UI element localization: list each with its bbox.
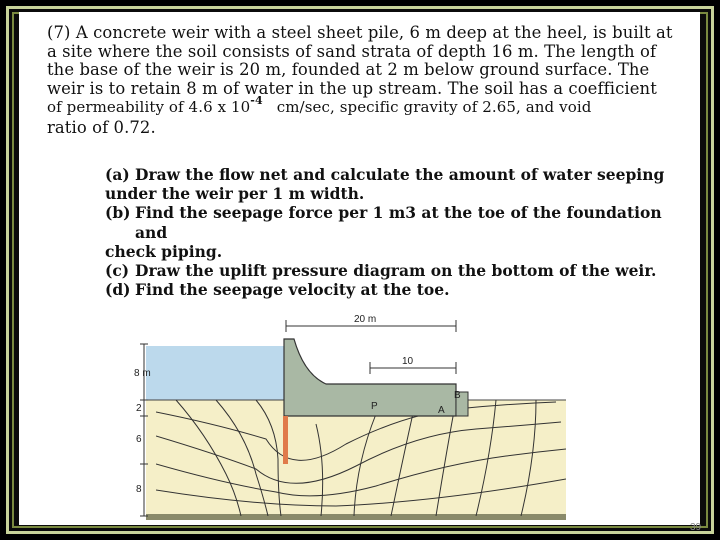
weir-body	[284, 339, 456, 416]
dim-base-label: 20 m	[354, 314, 377, 325]
task-item	[105, 261, 690, 280]
problem-line-2: a site where the soil consists of sand strata of depth 16 m. The length of	[47, 41, 657, 61]
problem-line-1: (7) A concrete weir with a steel sheet pile, 6 m deep at the heel, is built at	[47, 23, 673, 42]
task-text-cont: under the weir per 1 m width.	[105, 184, 365, 204]
problem-statement	[47, 24, 687, 138]
problem-line-5	[47, 94, 687, 119]
impervious-base	[146, 514, 566, 520]
permeability-exponent: -4	[250, 94, 263, 108]
problem-line-6: ratio of 0.72.	[47, 117, 156, 137]
task-tag: (a)	[105, 165, 130, 184]
dim-bottom-label: 8	[136, 484, 142, 495]
problem-line-4: weir is to retain 8 m of water in the up stream. The soil has a coefficient	[47, 78, 657, 98]
task-text: Find the seepage velocity at the toe.	[135, 280, 450, 300]
task-item	[105, 165, 690, 184]
sheet-pile	[283, 416, 288, 464]
permeability-text-cont: cm/sec, specific gravity of 2.65, and void	[276, 98, 592, 117]
task-tag: (b)	[105, 203, 131, 223]
task-text: Draw the flow net and calculate the amount of water seeping	[135, 165, 665, 184]
dim-ten-label: 10	[402, 356, 414, 367]
weir-flow-net-diagram	[116, 294, 566, 524]
dim-foundation-label: 2	[136, 403, 142, 414]
task-text: Find the seepage force per 1 m3 at the toe of the foundation and	[135, 203, 662, 242]
task-tag: (c)	[105, 261, 130, 281]
slide	[19, 12, 700, 525]
point-p-label: P	[371, 401, 378, 412]
dim-pile-label: 6	[136, 434, 142, 445]
task-tag: (d)	[105, 280, 131, 300]
task-text: Draw the uplift pressure diagram on the bottom of the weir.	[135, 261, 657, 281]
problem-line-3: the base of the weir is 20 m, founded at 2 m below ground surface. The	[47, 60, 650, 80]
upstream-water	[146, 346, 284, 400]
task-item	[105, 203, 690, 241]
task-list	[105, 165, 690, 299]
permeability-text: of permeability of 4.6 x 10	[47, 98, 251, 117]
point-a-label: A	[438, 405, 445, 416]
dim-water-label: 8 m	[134, 368, 151, 379]
task-text-cont: check piping.	[105, 241, 223, 261]
point-b-label: B	[454, 390, 461, 401]
page-number: 39	[690, 522, 702, 533]
sand-strata	[146, 400, 566, 516]
